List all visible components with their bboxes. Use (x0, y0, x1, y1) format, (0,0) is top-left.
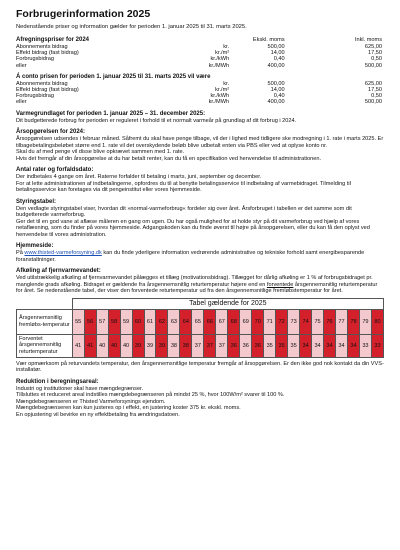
return-temperature-cell: 37 (216, 334, 228, 357)
flow-temperature-cell: 80 (371, 309, 383, 334)
reduktion-line: Mængdebegrænseren er Thisted Varmeforsynings ejendom. (16, 398, 166, 405)
price-row (16, 63, 384, 69)
aarsopgoerelse-text-2: Skal du af med penge vil disse blive opkrævet sammen med 1. rate. (16, 149, 185, 156)
price-incl: 500,00 (364, 99, 382, 106)
afkoeling-section (16, 268, 384, 295)
price-label: Effekt bidrag (fast bidrag) (16, 50, 79, 57)
page-title: Forbrugerinformation 2025 (16, 8, 151, 20)
price-unit: kr. (223, 80, 230, 87)
price-unit: kr./kWh (210, 93, 230, 100)
price-label: Forbrugsbidrag (16, 93, 54, 100)
price-label: Forbrugsbidrag (16, 56, 54, 63)
return-temperature-cell: 35 (288, 334, 300, 357)
flow-temperature-cell: 70 (252, 309, 264, 334)
price-excl: 0,40 (273, 56, 285, 63)
styringstabel-section (16, 199, 384, 239)
flow-temperature-row (17, 309, 384, 334)
aarsopgoerelse-text: Årsopgørelsen udsendes i februar måned. Såfremt du skal have penge tilbage, vil der i lighed med tidligere ske modregning i 1. rate i marts 2025. Er tilbagebetalingsbeløbet større end 1. rate vil det overskydende beløb blive udbetalt enten via PBS eller ved at oplyse konto nr. (16, 136, 384, 149)
price-incl: 17,50 (368, 87, 382, 94)
flow-temperature-cell: 64 (180, 309, 192, 334)
hjemmeside-section (16, 243, 384, 263)
reduktion-line: Tillsluttes et reduceret areal indstilles mængdebegrænseren på mindst 25 %, hvor 100W/m² svarer til 100 %. (16, 392, 285, 399)
flow-temperature-cell: 79 (359, 309, 371, 334)
flow-temperature-cell: 67 (216, 309, 228, 334)
price-unit: kr./m² (215, 50, 230, 57)
return-temperature-cell: 39 (156, 334, 168, 357)
price-unit: kr. (223, 44, 230, 50)
price-label: Abonnements bidrag (16, 44, 68, 50)
flow-temperature-cell: 66 (204, 309, 216, 334)
after-table-section (16, 361, 384, 374)
afkoeling-text (16, 275, 384, 295)
flow-temperature-cell: 72 (276, 309, 288, 334)
flow-temperature-cell: 59 (120, 309, 132, 334)
return-temperature-cell: 35 (276, 334, 288, 357)
price-label: Abonnements bidrag (16, 80, 68, 87)
varmegrundlag-heading: Varmegrundlaget for perioden 1. januar 2025 – 31. december 2025: (16, 110, 206, 117)
styringstabel-text: Den vedlagte styringstabel viser, hvordan dit »normal-varmeforbrug« fordeler sig over året. Årsforbruget i tabellen er det samme som dit budgetterede varmeforbrug. (16, 205, 352, 219)
flow-temperature-cell: 73 (288, 309, 300, 334)
afkoeling-text-a: Ved utilstrækkelig afkøling af fjernvarmevandet pålægges et tillæg (motivationsbidrag). Tillægget for dårlig afkøling er 1 % af forbrugsbidraget pr. manglende grads afkøling. Bidraget er gældende fra årsgennemsnitlig returtemperatur højere end en (16, 275, 373, 288)
hjemmeside-pre: På (16, 250, 25, 257)
price-incl: 17,50 (368, 50, 382, 57)
flow-temperature-cell: 68 (228, 309, 240, 334)
return-temperature-cell: 40 (96, 334, 108, 357)
return-temperature-cell: 33 (359, 334, 371, 357)
varmegrundlag-section (16, 111, 384, 125)
flow-temperature-cell: 55 (72, 309, 84, 334)
flow-temperature-cell: 61 (144, 309, 156, 334)
reduktion-line: Mængdebegrænseren kan kun justeres op i effekt, en justering koster 375 kr. ekskl. moms. (16, 405, 241, 412)
price-label: eller (16, 99, 27, 106)
hjemmeside-post: kan du finde yderligere information vedrørende administrative og tekniske forhold samt energibesparende foranstaltninger. (16, 250, 365, 263)
aconto-table (16, 74, 384, 106)
price-excl: 14,00 (270, 50, 285, 57)
price-incl: 625,00 (364, 80, 382, 87)
aconto-heading: Á conto prisen for perioden 1. januar 2025 til 31. marts 2025 vil være (16, 73, 211, 80)
price-label: eller (16, 62, 27, 69)
return-temperature-cell: 36 (228, 334, 240, 357)
antal-rater-heading: Antal rater og forfaldsdato: (16, 167, 94, 174)
flow-temperature-cell: 62 (156, 309, 168, 334)
aarsopgoerelse-section (16, 129, 384, 162)
return-temperature-cell: 41 (72, 334, 84, 357)
price-unit: kr./MWh (208, 99, 230, 106)
price-row (16, 99, 384, 105)
price-unit: kr./kWh (210, 56, 230, 63)
price-unit: kr./MWh (208, 62, 230, 69)
afkoeling-text-underlined: forventede (266, 281, 294, 288)
temperature-table-title: Tabel gældende for 2025 (72, 298, 383, 309)
price-excl: 0,40 (273, 93, 285, 100)
return-temperature-cell: 34 (336, 334, 348, 357)
website-link[interactable]: www.thisted-varmeforsyning.dk (24, 250, 102, 257)
return-temperature-cell: 38 (180, 334, 192, 357)
aconto-section (16, 74, 384, 106)
return-temperature-row (17, 334, 384, 357)
flow-temperature-cell: 58 (108, 309, 120, 334)
price-excl: 500,00 (267, 80, 285, 87)
flow-temperature-cell: 76 (324, 309, 336, 334)
price-incl: 625,00 (364, 44, 382, 50)
return-temperature-cell: 39 (132, 334, 144, 357)
flow-temperature-cell: 57 (96, 309, 108, 334)
price-excl: 500,00 (267, 44, 285, 50)
flow-temperature-cell: 75 (312, 309, 324, 334)
price-excl: 400,00 (267, 99, 285, 106)
price-incl: 0,50 (371, 93, 382, 100)
antal-rater-section (16, 167, 384, 194)
col-excl-header: Ekskl. moms (252, 37, 285, 44)
afkoeling-heading: Afkøling af fjernvarmevandet: (16, 268, 101, 275)
styringstabel-heading: Styringstabel: (16, 198, 57, 205)
antal-rater-text: Der indbetales 4 gange om året. Raterne forfalder til betaling i marts, juni, september og december. (16, 174, 262, 181)
prices-2024-table (16, 37, 384, 69)
temperature-table (16, 298, 384, 358)
reduktion-section (16, 379, 384, 419)
flow-temperature-cell: 71 (264, 309, 276, 334)
hjemmeside-heading: Hjemmeside: (16, 243, 54, 250)
col-incl-header: Inkl. moms (354, 37, 382, 44)
aarsopgoerelse-heading: Årsopgørelsen for 2024: (16, 129, 86, 136)
price-incl: 0,50 (371, 56, 382, 63)
flow-temperature-cell: 74 (300, 309, 312, 334)
return-temperature-cell: 33 (371, 334, 383, 357)
return-temperature-cell: 34 (312, 334, 324, 357)
return-temperature-cell: 37 (204, 334, 216, 357)
hjemmeside-text (16, 250, 384, 263)
flow-temperature-cell: 60 (132, 309, 144, 334)
antal-rater-text-2: For at lette administrationen af indbetalingerne, opfordres du til at benytte betalingsservice til indbetaling af varmebidraget. Tilmelding til betalingsservice kan foretages via dit pengeinstitut eller vores hjemmeside. (16, 180, 351, 194)
intro-text: Nedenstående priser og information gælder for perioden 1. januar 2025 til 31. marts 2025. (16, 24, 247, 30)
prices-2024-section (16, 37, 384, 69)
return-temperature-cell: 34 (300, 334, 312, 357)
varmegrundlag-text: Dit budgetterede forbrug for perioden er reguleret i forhold til et normalt varmeår på grundlag af dit forbrug i 2024. (16, 117, 297, 124)
price-incl: 500,00 (364, 62, 382, 69)
flow-temperature-cell: 56 (84, 309, 96, 334)
price-excl: 400,00 (267, 62, 285, 69)
aarsopgoerelse-text-3: Hvis det fremgår af din årsopgørelse at du har betalt renter, kan du få en specifikation ved henvendelse til administrationen. (16, 155, 322, 162)
flow-temperature-cell: 78 (347, 309, 359, 334)
flow-row-label: Årsgennemsnitlig fremløbs-temperatur (17, 309, 73, 334)
return-temperature-cell: 37 (192, 334, 204, 357)
return-temperature-cell: 40 (108, 334, 120, 357)
return-temperature-cell: 41 (84, 334, 96, 357)
return-temperature-cell: 34 (347, 334, 359, 357)
return-temperature-cell: 38 (168, 334, 180, 357)
price-label: Effekt bidrag (fast bidrag) (16, 87, 79, 94)
styringstabel-text-2: Ger det til en god vane at aflæse måleren en gang om ugen. Du har også mulighed for at holde styr på dit varmeforbrug ved hjælp af vores netaflæsning, som du finder på vores hjemmeside. Adgangskoden kan du finde øverst til højre på årsopgørelsen, eller du kan få den oplyst ved henvendelse til vores administration. (16, 218, 370, 238)
afkoeling-text-b: årsgennemsnitlig returtemperatur for året. Se nedenstående tabel, der viser den forventede returtemperatur ud fra den årsgennemsnitlige fremløbstemperatur for året. (16, 281, 378, 295)
after-table-text: Vær opmærksom på returvandets temperatur, den årsgennemsnitlige temperatur fremgår af årsopgørelsen. Er den ikke god nok kontakt da din VVS-installatør. (16, 360, 384, 374)
price-unit: kr./m² (215, 87, 230, 94)
flow-temperature-cell: 63 (168, 309, 180, 334)
price-excl: 14,00 (270, 87, 285, 94)
return-temperature-cell: 36 (252, 334, 264, 357)
return-row-label: Forventet årsgennemsnitlig returtemperatur (17, 334, 73, 357)
flow-temperature-cell: 69 (240, 309, 252, 334)
reduktion-line: En opjustering vil bevirke en ny effektbetaling fra ændringsdatoen. (16, 411, 180, 418)
return-temperature-cell: 39 (144, 334, 156, 357)
reduktion-line: Industri og institutioner skal have mængdegrænser. (16, 385, 144, 392)
return-temperature-cell: 36 (240, 334, 252, 357)
reduktion-heading: Reduktion i beregningsareal: (16, 378, 99, 385)
return-temperature-cell: 40 (120, 334, 132, 357)
return-temperature-cell: 34 (324, 334, 336, 357)
prices-2024-heading: Afregningspriser for 2024 (16, 37, 90, 43)
return-temperature-cell: 35 (264, 334, 276, 357)
flow-temperature-cell: 65 (192, 309, 204, 334)
flow-temperature-cell: 77 (336, 309, 348, 334)
